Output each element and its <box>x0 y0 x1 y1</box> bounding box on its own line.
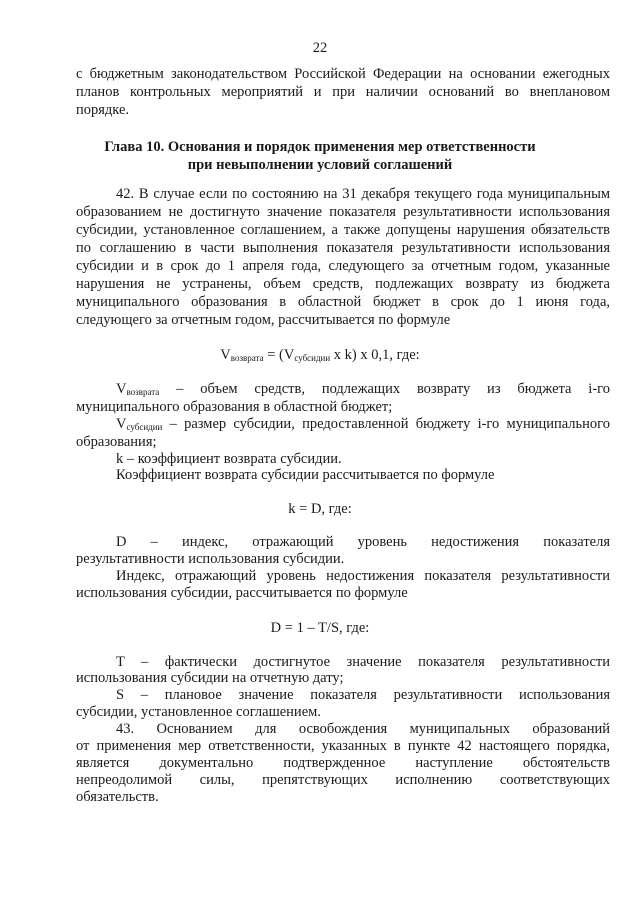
p42-line-7: муниципального образования в областной бюджет в срок до 1 июня года, <box>76 294 610 310</box>
formula-d: D = 1 – T/S, где: <box>270 620 370 636</box>
p42-line-3: субсидии, установленное соглашением, а также допущены нарушения обязательств <box>76 222 610 238</box>
p42-line-5: субсидии и в срок до 1 апреля года, следующего за отчетным годом, указанные <box>76 258 610 274</box>
p42-line-2: образованием не достигнуто значение показателя результативности использования <box>76 204 610 220</box>
d-calc-intro-line-1: Индекс, отражающий уровень недостижения показателя результативности <box>116 568 610 584</box>
def-t-line-1: T – фактически достигнутое значение показателя результативности <box>116 654 610 670</box>
def-s-line-1: S – плановое значение показателя результативности использования <box>116 687 610 703</box>
p43-line-5: обязательств. <box>76 789 159 805</box>
p43-line-1: 43. Основанием для освобождения муниципальных образований <box>116 721 610 737</box>
chapter-title-line-1: Глава 10. Основания и порядок применения мер ответственности <box>104 139 536 155</box>
intro-line-3: порядке. <box>76 102 130 118</box>
formula-v-return: $V_{возврата} = (V_{субсидии}$ x k) x 0,1, где: <box>220 347 420 363</box>
d-calc-intro-line-2: использования субсидии, рассчитывается по формуле <box>76 585 408 601</box>
def-t-line-2: использования субсидии на отчетную дату; <box>76 670 344 686</box>
p43-line-2: от применения мер ответственности, указанных в пункте 42 настоящего порядка, <box>76 738 610 754</box>
def-d-line-1: D – индекс, отражающий уровень недостижения показателя <box>116 534 610 550</box>
def-k: k – коэффициент возврата субсидии. <box>116 451 342 467</box>
def-v-subsidy-line-2: образования; <box>76 434 157 450</box>
p42-line-8: следующего за отчетным годом, рассчитывается по формуле <box>76 312 451 328</box>
def-s-line-2: субсидии, установленное соглашением. <box>76 704 321 720</box>
def-v-return-line-2: муниципального образования в областной бюджет; <box>76 399 393 415</box>
chapter-title-line-2: при невыполнении условий соглашений <box>187 157 453 173</box>
p42-line-1: 42. В случае если по состоянию на 31 декабря текущего года муниципальным <box>116 186 610 202</box>
page-number: 22 <box>312 40 328 56</box>
p43-line-4: непреодолимой силы, препятствующих исполнению соответствующих <box>76 772 610 788</box>
p43-line-3: является документально подтвержденное наступление обстоятельств <box>76 755 610 771</box>
intro-line-1: с бюджетным законодательством Российской Федерации на основании ежегодных <box>76 66 610 82</box>
p42-line-4: по соглашению в части выполнения показателя результативности использования <box>76 240 610 256</box>
intro-line-2: планов контрольных мероприятий и при наличии оснований во внеплановом <box>76 84 610 100</box>
def-v-subsidy-line-1: $V_{субсидии}$ – размер субсидии, предоставленной бюджету i-го муниципального <box>116 416 610 432</box>
p42-line-6: нарушения не устранены, объем средств, подлежащих возврату из бюджета <box>76 276 610 292</box>
formula-k: k = D, где: <box>288 501 352 517</box>
k-calc-intro: Коэффициент возврата субсидии рассчитывается по формуле <box>116 467 495 483</box>
def-d-line-2: результативности использования субсидии. <box>76 551 345 567</box>
def-v-return-line-1: $V_{возврата}$ – объем средств, подлежащих возврату из бюджета i-го <box>116 381 610 397</box>
